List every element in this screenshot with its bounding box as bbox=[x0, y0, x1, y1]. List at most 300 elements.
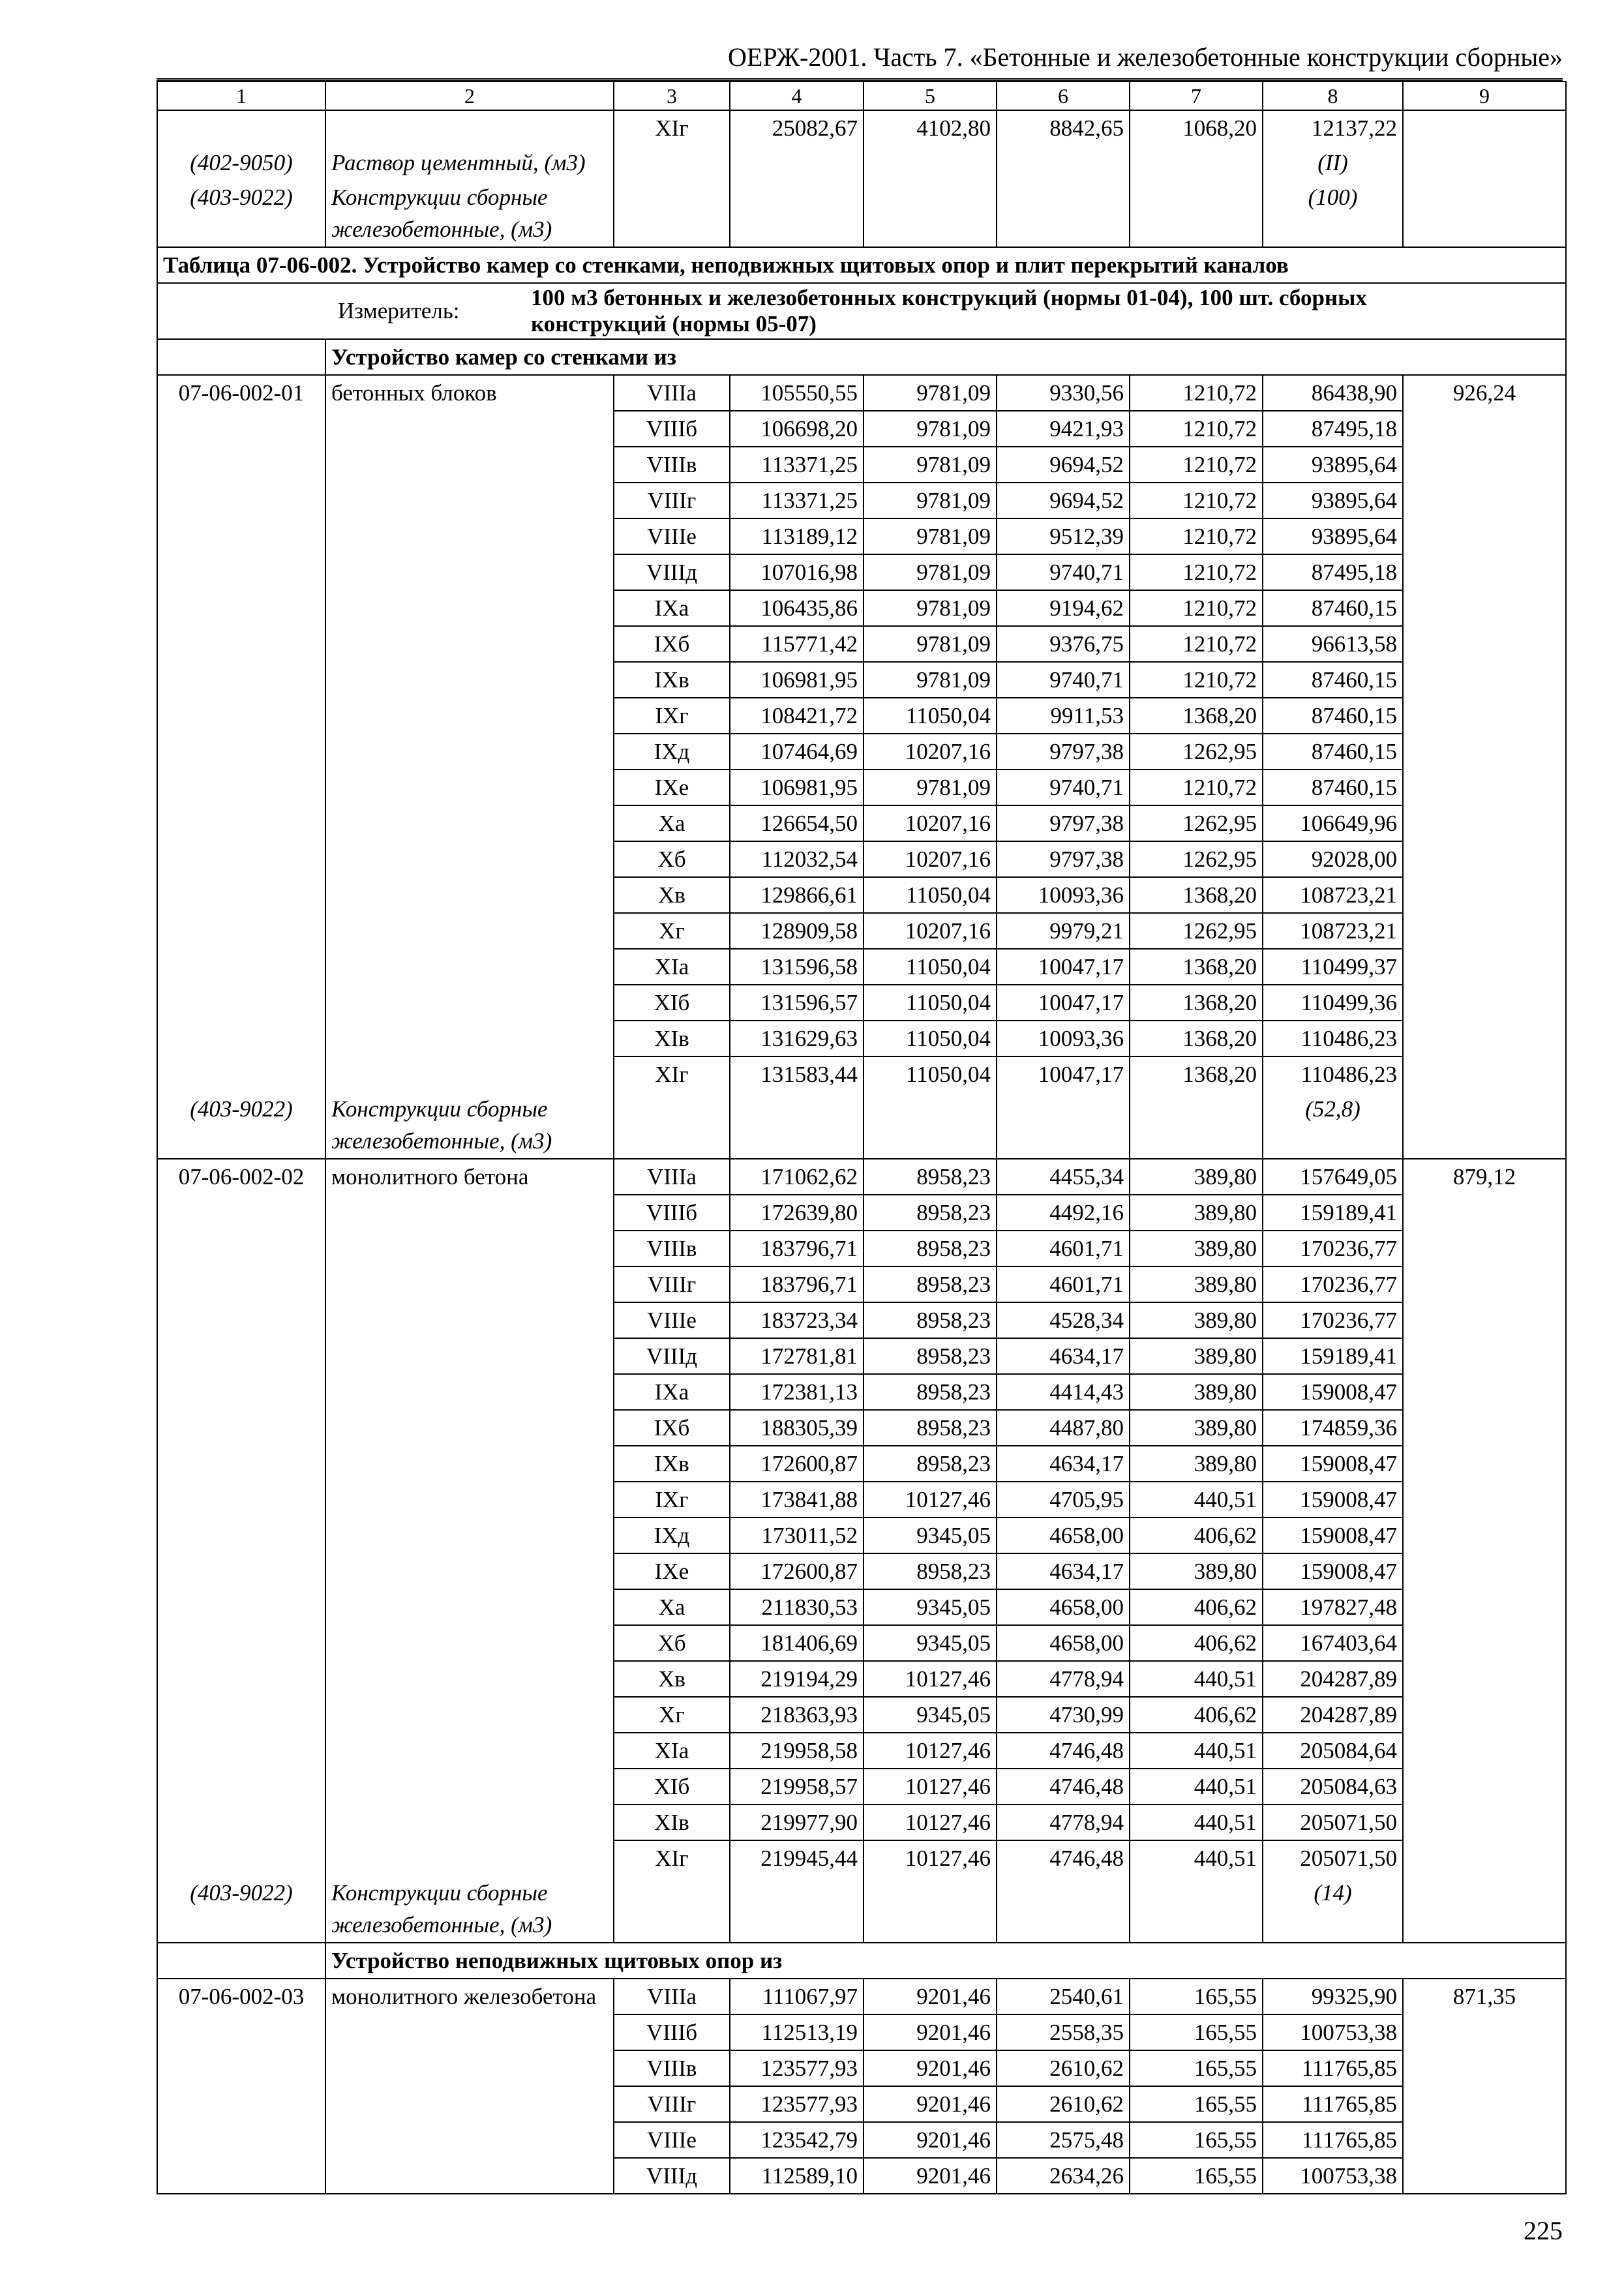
value-cell: 9781,09 bbox=[864, 483, 997, 518]
value-cell: 165,55 bbox=[1130, 2158, 1263, 2194]
value-cell: 8958,23 bbox=[864, 1446, 997, 1482]
value-cell: 112513,19 bbox=[730, 2014, 864, 2050]
value-cell: 105550,55 bbox=[730, 375, 864, 411]
column-number: 9 bbox=[1403, 82, 1566, 110]
zone-cell: VIIIа bbox=[614, 1159, 730, 1195]
value-cell: 131596,58 bbox=[730, 949, 864, 985]
value-cell: 4487,80 bbox=[997, 1410, 1130, 1446]
value-cell: 10127,46 bbox=[864, 1804, 997, 1840]
zone-cell: IXе bbox=[614, 770, 730, 805]
value-cell: 4634,17 bbox=[997, 1553, 1130, 1589]
meter-row bbox=[157, 283, 1566, 339]
value-cell: 2634,26 bbox=[997, 2158, 1130, 2194]
value-cell: 106435,86 bbox=[730, 590, 864, 626]
value-cell: 4528,34 bbox=[997, 1302, 1130, 1338]
value-cell: 87460,15 bbox=[1263, 698, 1403, 734]
value-cell: 406,62 bbox=[1130, 1518, 1263, 1553]
value-cell: 440,51 bbox=[1130, 1661, 1263, 1697]
value-cell: 171062,62 bbox=[730, 1159, 864, 1195]
zone-cell: IXа bbox=[614, 590, 730, 626]
value-cell: 9781,09 bbox=[864, 554, 997, 590]
value-cell: 86438,90 bbox=[1263, 375, 1403, 411]
value-cell: 183796,71 bbox=[730, 1266, 864, 1302]
value-cell: 173841,88 bbox=[730, 1482, 864, 1518]
value-cell: 112589,10 bbox=[730, 2158, 864, 2194]
value-cell: 389,80 bbox=[1130, 1266, 1263, 1302]
value-cell: 9740,71 bbox=[997, 770, 1130, 805]
value-cell: 1262,95 bbox=[1130, 913, 1263, 949]
value-cell: 440,51 bbox=[1130, 1482, 1263, 1518]
value-cell: 106698,20 bbox=[730, 411, 864, 447]
column-number: 4 bbox=[730, 82, 864, 110]
value-cell: 157649,05 bbox=[1263, 1159, 1403, 1195]
meter-value: 100 м3 бетонных и железобетонных конструкций (нормы 01-04), 100 шт. сборных конструкций (нормы 05-07) bbox=[531, 285, 1367, 337]
value-cell: 170236,77 bbox=[1263, 1266, 1403, 1302]
value-cell: 159008,47 bbox=[1263, 1553, 1403, 1589]
rates-table bbox=[157, 81, 1567, 2194]
value-cell: 9781,09 bbox=[864, 662, 997, 698]
zone-cell: XIа bbox=[614, 949, 730, 985]
value-cell: 167403,64 bbox=[1263, 1625, 1403, 1661]
value-cell: 8958,23 bbox=[864, 1338, 997, 1374]
value-cell: 129866,61 bbox=[730, 877, 864, 913]
value-cell: 1210,72 bbox=[1130, 554, 1263, 590]
value-cell: 8958,23 bbox=[864, 1374, 997, 1410]
section-row bbox=[157, 339, 1566, 375]
value-cell: 87460,15 bbox=[1263, 734, 1403, 770]
value-cell: 172781,81 bbox=[730, 1338, 864, 1374]
value-cell: 10047,17 bbox=[997, 949, 1130, 985]
value-cell: 9194,62 bbox=[997, 590, 1130, 626]
value-cell: 165,55 bbox=[1130, 1979, 1263, 2014]
value-cell: 2575,48 bbox=[997, 2122, 1130, 2158]
zone-cell: Xв bbox=[614, 1661, 730, 1697]
value-cell: 9781,09 bbox=[864, 447, 997, 483]
value-cell: 115771,42 bbox=[730, 626, 864, 662]
value-cell: 218363,93 bbox=[730, 1697, 864, 1733]
table-row bbox=[157, 1159, 1566, 1195]
zone-cell: IXг bbox=[614, 698, 730, 734]
value-cell: 9345,05 bbox=[864, 1518, 997, 1553]
value-cell: 389,80 bbox=[1130, 1195, 1263, 1231]
norm-name: бетонных блоков bbox=[325, 375, 614, 1092]
zone-cell: IXд bbox=[614, 734, 730, 770]
zone-cell: VIIIд bbox=[614, 2158, 730, 2194]
value-cell: 12137,22 bbox=[1263, 110, 1403, 145]
value-cell: 1368,20 bbox=[1130, 1056, 1263, 1092]
value-cell: 110486,23 bbox=[1263, 1056, 1403, 1092]
zone-cell: VIIIа bbox=[614, 1979, 730, 2014]
value-cell: 10207,16 bbox=[864, 841, 997, 877]
value-cell: 9694,52 bbox=[997, 447, 1130, 483]
value-cell: 165,55 bbox=[1130, 2014, 1263, 2050]
value-cell: 4102,80 bbox=[864, 110, 997, 145]
zone-cell: Xб bbox=[614, 841, 730, 877]
value-cell: 110499,37 bbox=[1263, 949, 1403, 985]
norm-code: 07-06-002-02 bbox=[157, 1159, 325, 1876]
value-cell: 159008,47 bbox=[1263, 1518, 1403, 1553]
section-title: Устройство неподвижных щитовых опор из bbox=[325, 1943, 1566, 1979]
value-cell: 123577,93 bbox=[730, 2050, 864, 2086]
value-cell: 9345,05 bbox=[864, 1589, 997, 1625]
value-cell: 174859,36 bbox=[1263, 1410, 1403, 1446]
value-cell: 8958,23 bbox=[864, 1159, 997, 1195]
value-cell: 92028,00 bbox=[1263, 841, 1403, 877]
value-cell: 126654,50 bbox=[730, 805, 864, 841]
value-cell: 9421,93 bbox=[997, 411, 1130, 447]
value-cell: 10127,46 bbox=[864, 1482, 997, 1518]
zone-cell: VIIIд bbox=[614, 554, 730, 590]
value-cell: 440,51 bbox=[1130, 1840, 1263, 1876]
value-cell: 107016,98 bbox=[730, 554, 864, 590]
zone-cell: XIг bbox=[614, 110, 730, 145]
value-cell: 4601,71 bbox=[997, 1266, 1130, 1302]
column-number-row bbox=[157, 82, 1566, 110]
value-cell: 108723,21 bbox=[1263, 913, 1403, 949]
value-cell: 9781,09 bbox=[864, 626, 997, 662]
value-cell: 406,62 bbox=[1130, 1589, 1263, 1625]
material-name: Конструкции сборные железобетонные, (м3) bbox=[325, 1876, 614, 1943]
value-cell: 1210,72 bbox=[1130, 411, 1263, 447]
zone-cell: VIIIг bbox=[614, 1266, 730, 1302]
value-cell: 107464,69 bbox=[730, 734, 864, 770]
value-cell: 2610,62 bbox=[997, 2086, 1130, 2122]
value-cell: 8958,23 bbox=[864, 1231, 997, 1266]
value-cell: 205084,64 bbox=[1263, 1733, 1403, 1769]
value-cell: 9376,75 bbox=[997, 626, 1130, 662]
value-cell: 159008,47 bbox=[1263, 1374, 1403, 1410]
zone-cell: VIIIб bbox=[614, 411, 730, 447]
value-cell: 87495,18 bbox=[1263, 411, 1403, 447]
value-cell: 183723,34 bbox=[730, 1302, 864, 1338]
value-cell: 100753,38 bbox=[1263, 2158, 1403, 2194]
value-cell: 4634,17 bbox=[997, 1338, 1130, 1374]
zone-cell: VIIIе bbox=[614, 1302, 730, 1338]
value-cell: 99325,90 bbox=[1263, 1979, 1403, 2014]
material-name: Конструкции сборные железобетонные, (м3) bbox=[325, 1092, 614, 1159]
value-cell: 1210,72 bbox=[1130, 626, 1263, 662]
value-cell: 4658,00 bbox=[997, 1589, 1130, 1625]
value-cell: 204287,89 bbox=[1263, 1697, 1403, 1733]
section-title: Устройство камер со стенками из bbox=[325, 339, 1566, 375]
value-cell: 389,80 bbox=[1130, 1553, 1263, 1589]
value-cell: 440,51 bbox=[1130, 1769, 1263, 1804]
column-number: 6 bbox=[997, 82, 1130, 110]
value-cell: 1210,72 bbox=[1130, 483, 1263, 518]
value-cell: 2610,62 bbox=[997, 2050, 1130, 2086]
material-row bbox=[157, 180, 1566, 247]
material-name: Раствор цементный, (м3) bbox=[325, 145, 614, 180]
material-qty: (100) bbox=[1263, 180, 1403, 247]
zone-cell: IXб bbox=[614, 626, 730, 662]
norm-total: 879,12 bbox=[1403, 1159, 1566, 1943]
zone-cell: IXе bbox=[614, 1553, 730, 1589]
value-cell: 9694,52 bbox=[997, 483, 1130, 518]
zone-cell: Xг bbox=[614, 1697, 730, 1733]
column-number: 8 bbox=[1263, 82, 1403, 110]
material-qty: (14) bbox=[1263, 1876, 1403, 1943]
column-number: 1 bbox=[157, 82, 325, 110]
value-cell: 9345,05 bbox=[864, 1697, 997, 1733]
value-cell: 1210,72 bbox=[1130, 518, 1263, 554]
norm-total: 871,35 bbox=[1403, 1979, 1566, 2194]
value-cell: 9979,21 bbox=[997, 913, 1130, 949]
value-cell: 131629,63 bbox=[730, 1021, 864, 1056]
value-cell: 112032,54 bbox=[730, 841, 864, 877]
value-cell: 9781,09 bbox=[864, 590, 997, 626]
value-cell: 165,55 bbox=[1130, 2050, 1263, 2086]
value-cell: 10127,46 bbox=[864, 1840, 997, 1876]
value-cell: 1368,20 bbox=[1130, 949, 1263, 985]
zone-cell: XIб bbox=[614, 1769, 730, 1804]
value-cell: 93895,64 bbox=[1263, 483, 1403, 518]
material-code: (403-9022) bbox=[157, 180, 325, 247]
value-cell: 219958,57 bbox=[730, 1769, 864, 1804]
value-cell: 9201,46 bbox=[864, 2122, 997, 2158]
material-code: (403-9022) bbox=[157, 1876, 325, 1943]
value-cell: 9797,38 bbox=[997, 805, 1130, 841]
zone-cell: VIIIв bbox=[614, 1231, 730, 1266]
zone-cell: XIа bbox=[614, 1733, 730, 1769]
norm-code: 07-06-002-01 bbox=[157, 375, 325, 1092]
value-cell: 123542,79 bbox=[730, 2122, 864, 2158]
value-cell: 113189,12 bbox=[730, 518, 864, 554]
value-cell: 2540,61 bbox=[997, 1979, 1130, 2014]
value-cell: 96613,58 bbox=[1263, 626, 1403, 662]
value-cell: 9781,09 bbox=[864, 770, 997, 805]
zone-cell: XIв bbox=[614, 1804, 730, 1840]
value-cell: 131596,57 bbox=[730, 985, 864, 1021]
value-cell: 197827,48 bbox=[1263, 1589, 1403, 1625]
zone-cell: VIIIа bbox=[614, 375, 730, 411]
value-cell: 11050,04 bbox=[864, 949, 997, 985]
value-cell: 11050,04 bbox=[864, 1021, 997, 1056]
column-number: 5 bbox=[864, 82, 997, 110]
value-cell: 9740,71 bbox=[997, 662, 1130, 698]
table-title: Таблица 07-06-002. Устройство камер со стенками, неподвижных щитовых опор и плит перекрытий каналов bbox=[157, 247, 1566, 283]
value-cell: 93895,64 bbox=[1263, 447, 1403, 483]
zone-cell: IXв bbox=[614, 662, 730, 698]
value-cell: 1210,72 bbox=[1130, 375, 1263, 411]
value-cell: 4705,95 bbox=[997, 1482, 1130, 1518]
value-cell: 172600,87 bbox=[730, 1553, 864, 1589]
value-cell: 4778,94 bbox=[997, 1661, 1130, 1697]
value-cell: 389,80 bbox=[1130, 1446, 1263, 1482]
value-cell: 113371,25 bbox=[730, 447, 864, 483]
value-cell: 9345,05 bbox=[864, 1625, 997, 1661]
value-cell: 389,80 bbox=[1130, 1302, 1263, 1338]
zone-cell: VIIIб bbox=[614, 1195, 730, 1231]
value-cell: 10207,16 bbox=[864, 734, 997, 770]
value-cell: 1262,95 bbox=[1130, 841, 1263, 877]
value-cell: 4778,94 bbox=[997, 1804, 1130, 1840]
value-cell: 11050,04 bbox=[864, 877, 997, 913]
value-cell: 87460,15 bbox=[1263, 770, 1403, 805]
zone-cell: Xа bbox=[614, 1589, 730, 1625]
value-cell: 108421,72 bbox=[730, 698, 864, 734]
value-cell: 4414,43 bbox=[997, 1374, 1130, 1410]
value-cell: 11050,04 bbox=[864, 698, 997, 734]
zone-cell: XIг bbox=[614, 1840, 730, 1876]
material-row bbox=[157, 145, 1566, 180]
zone-cell: Xа bbox=[614, 805, 730, 841]
running-header: ОЕРЖ-2001. Часть 7. «Бетонные и железобетонные конструкции сборные» bbox=[157, 38, 1563, 82]
value-cell: 389,80 bbox=[1130, 1159, 1263, 1195]
zone-cell: IXд bbox=[614, 1518, 730, 1553]
value-cell: 113371,25 bbox=[730, 483, 864, 518]
zone-cell: VIIIд bbox=[614, 1338, 730, 1374]
value-cell: 11050,04 bbox=[864, 985, 997, 1021]
zone-cell: VIIIе bbox=[614, 518, 730, 554]
value-cell: 219977,90 bbox=[730, 1804, 864, 1840]
value-cell: 110499,36 bbox=[1263, 985, 1403, 1021]
value-cell: 9201,46 bbox=[864, 2014, 997, 2050]
value-cell: 9201,46 bbox=[864, 1979, 997, 2014]
value-cell: 110486,23 bbox=[1263, 1021, 1403, 1056]
value-cell: 204287,89 bbox=[1263, 1661, 1403, 1697]
value-cell: 165,55 bbox=[1130, 2122, 1263, 2158]
material-code: (402-9050) bbox=[157, 145, 325, 180]
value-cell: 10093,36 bbox=[997, 1021, 1130, 1056]
value-cell: 10127,46 bbox=[864, 1661, 997, 1697]
value-cell: 9797,38 bbox=[997, 734, 1130, 770]
section-row bbox=[157, 1943, 1566, 1979]
value-cell: 1262,95 bbox=[1130, 734, 1263, 770]
value-cell: 4746,48 bbox=[997, 1840, 1130, 1876]
value-cell: 4492,16 bbox=[997, 1195, 1130, 1231]
value-cell: 183796,71 bbox=[730, 1231, 864, 1266]
table-body bbox=[157, 82, 1566, 2194]
value-cell: 10093,36 bbox=[997, 877, 1130, 913]
value-cell: 9740,71 bbox=[997, 554, 1130, 590]
value-cell: 1368,20 bbox=[1130, 698, 1263, 734]
norm-total: 926,24 bbox=[1403, 375, 1566, 1159]
value-cell: 205071,50 bbox=[1263, 1840, 1403, 1876]
value-cell: 87460,15 bbox=[1263, 590, 1403, 626]
value-cell: 205084,63 bbox=[1263, 1769, 1403, 1804]
value-cell: 389,80 bbox=[1130, 1338, 1263, 1374]
norm-code: 07-06-002-03 bbox=[157, 1979, 325, 2194]
value-cell: 93895,64 bbox=[1263, 518, 1403, 554]
value-cell: 219958,58 bbox=[730, 1733, 864, 1769]
value-cell: 389,80 bbox=[1130, 1374, 1263, 1410]
value-cell: 111067,97 bbox=[730, 1979, 864, 2014]
zone-cell: IXв bbox=[614, 1446, 730, 1482]
value-cell: 9797,38 bbox=[997, 841, 1130, 877]
zone-cell: XIв bbox=[614, 1021, 730, 1056]
value-cell: 159189,41 bbox=[1263, 1338, 1403, 1374]
value-cell: 25082,67 bbox=[730, 110, 864, 145]
value-cell: 8842,65 bbox=[997, 110, 1130, 145]
value-cell: 1068,20 bbox=[1130, 110, 1263, 145]
value-cell: 1368,20 bbox=[1130, 1021, 1263, 1056]
value-cell: 8958,23 bbox=[864, 1302, 997, 1338]
value-cell: 106981,95 bbox=[730, 770, 864, 805]
value-cell: 9201,46 bbox=[864, 2050, 997, 2086]
table-row bbox=[157, 375, 1566, 411]
value-cell: 4730,99 bbox=[997, 1697, 1130, 1733]
value-cell: 4746,48 bbox=[997, 1769, 1130, 1804]
zone-cell: IXб bbox=[614, 1410, 730, 1446]
value-cell: 219945,44 bbox=[730, 1840, 864, 1876]
value-cell: 211830,53 bbox=[730, 1589, 864, 1625]
zone-cell: Xг bbox=[614, 913, 730, 949]
value-cell: 10127,46 bbox=[864, 1769, 997, 1804]
value-cell: 1210,72 bbox=[1130, 662, 1263, 698]
value-cell: 1262,95 bbox=[1130, 805, 1263, 841]
value-cell: 10047,17 bbox=[997, 985, 1130, 1021]
value-cell: 8958,23 bbox=[864, 1410, 997, 1446]
zone-cell: VIIIв bbox=[614, 447, 730, 483]
value-cell: 9781,09 bbox=[864, 518, 997, 554]
value-cell: 9781,09 bbox=[864, 411, 997, 447]
value-cell: 9512,39 bbox=[997, 518, 1130, 554]
zone-cell: VIIIг bbox=[614, 483, 730, 518]
zone-cell: XIг bbox=[614, 1056, 730, 1092]
value-cell: 87460,15 bbox=[1263, 662, 1403, 698]
table-row bbox=[157, 1979, 1566, 2014]
value-cell: 1210,72 bbox=[1130, 590, 1263, 626]
zone-cell: VIIIг bbox=[614, 2086, 730, 2122]
value-cell: 4601,71 bbox=[997, 1231, 1130, 1266]
top-price-row bbox=[157, 110, 1566, 145]
value-cell: 1368,20 bbox=[1130, 985, 1263, 1021]
value-cell: 159189,41 bbox=[1263, 1195, 1403, 1231]
material-row bbox=[157, 1092, 1566, 1159]
zone-cell: VIIIе bbox=[614, 2122, 730, 2158]
norm-name: монолитного железобетона bbox=[325, 1979, 614, 2194]
norm-name: монолитного бетона bbox=[325, 1159, 614, 1876]
value-cell: 205071,50 bbox=[1263, 1804, 1403, 1840]
value-cell: 87495,18 bbox=[1263, 554, 1403, 590]
value-cell: 389,80 bbox=[1130, 1231, 1263, 1266]
material-name: Конструкции сборные железобетонные, (м3) bbox=[325, 180, 614, 247]
value-cell: 9201,46 bbox=[864, 2158, 997, 2194]
value-cell: 389,80 bbox=[1130, 1410, 1263, 1446]
value-cell: 4634,17 bbox=[997, 1446, 1130, 1482]
value-cell: 9781,09 bbox=[864, 375, 997, 411]
value-cell: 172639,80 bbox=[730, 1195, 864, 1231]
value-cell: 440,51 bbox=[1130, 1804, 1263, 1840]
value-cell: 4455,34 bbox=[997, 1159, 1130, 1195]
material-row bbox=[157, 1876, 1566, 1943]
value-cell: 172600,87 bbox=[730, 1446, 864, 1482]
value-cell: 1368,20 bbox=[1130, 877, 1263, 913]
value-cell: 170236,77 bbox=[1263, 1231, 1403, 1266]
page-number: 225 bbox=[1524, 2216, 1563, 2245]
value-cell: 111765,85 bbox=[1263, 2050, 1403, 2086]
value-cell: 111765,85 bbox=[1263, 2122, 1403, 2158]
column-number: 2 bbox=[325, 82, 614, 110]
value-cell: 131583,44 bbox=[730, 1056, 864, 1092]
value-cell: 106649,96 bbox=[1263, 805, 1403, 841]
value-cell: 159008,47 bbox=[1263, 1482, 1403, 1518]
meter-label: Измеритель: bbox=[338, 298, 460, 323]
material-code: (403-9022) bbox=[157, 1092, 325, 1159]
value-cell: 1210,72 bbox=[1130, 447, 1263, 483]
value-cell: 1210,72 bbox=[1130, 770, 1263, 805]
value-cell: 9201,46 bbox=[864, 2086, 997, 2122]
column-number: 7 bbox=[1130, 82, 1263, 110]
value-cell: 159008,47 bbox=[1263, 1446, 1403, 1482]
material-qty: (II) bbox=[1263, 145, 1403, 180]
value-cell: 219194,29 bbox=[730, 1661, 864, 1697]
zone-cell: VIIIб bbox=[614, 2014, 730, 2050]
value-cell: 100753,38 bbox=[1263, 2014, 1403, 2050]
value-cell: 165,55 bbox=[1130, 2086, 1263, 2122]
value-cell: 128909,58 bbox=[730, 913, 864, 949]
zone-cell: IXа bbox=[614, 1374, 730, 1410]
